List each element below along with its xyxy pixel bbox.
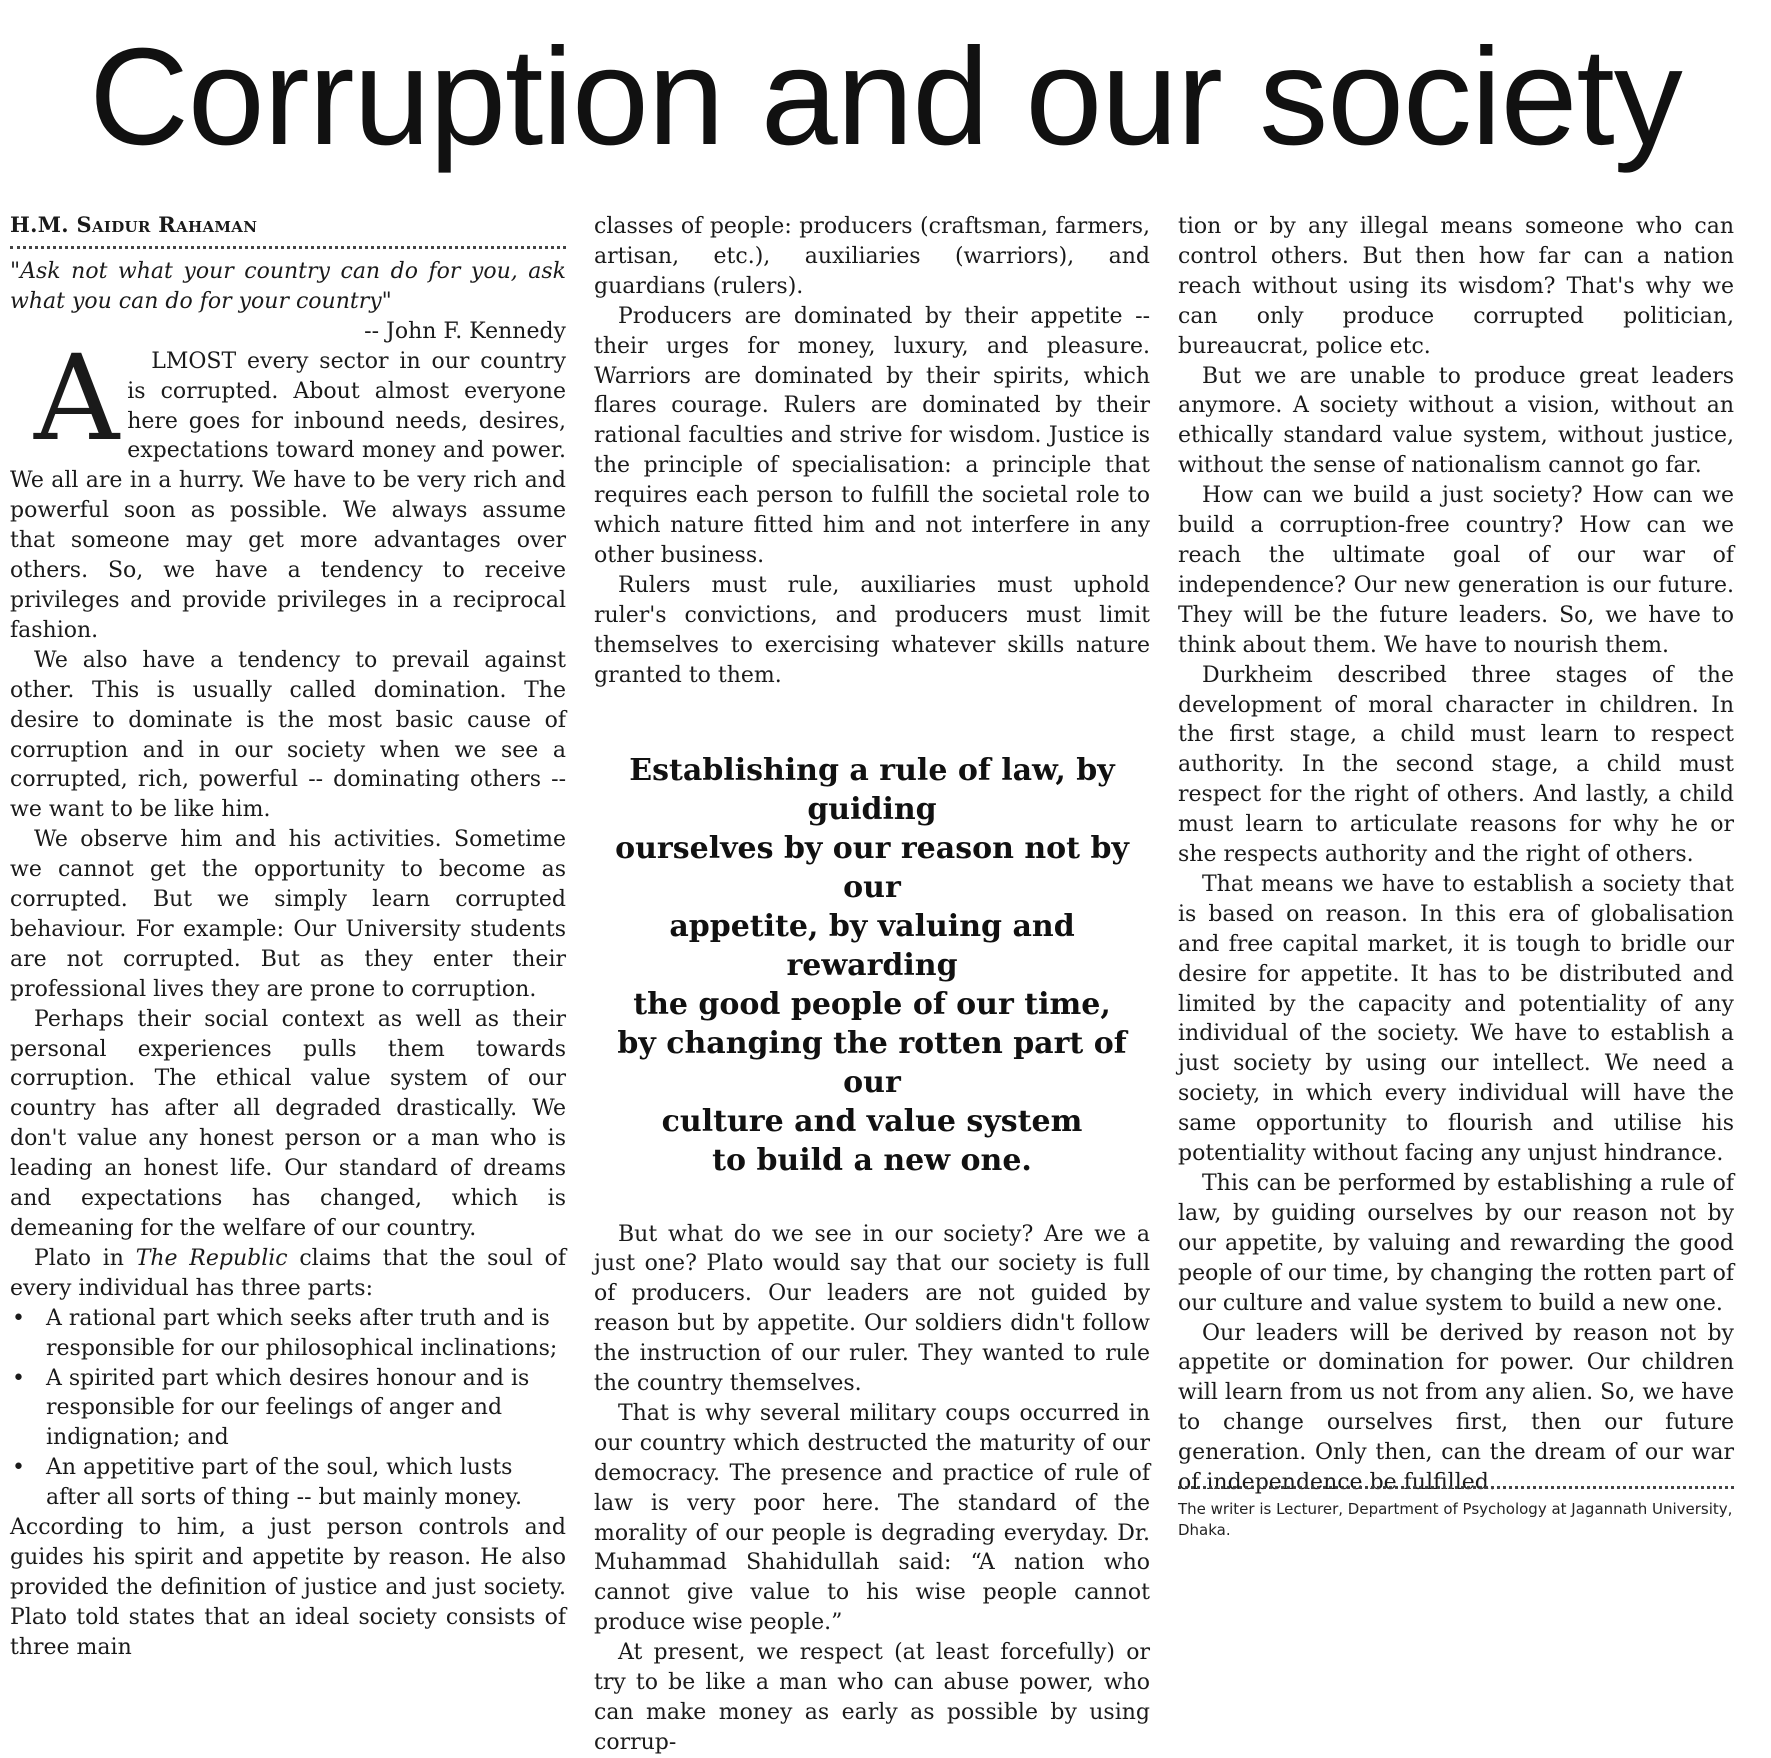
body-paragraph: According to him, a just person controls and guides his spirit and appetite by reason. He also provided the definition of justice and just society. Plato told states that an ideal society consists of three main (10, 1515, 566, 1660)
body-paragraph: At present, we respect (at least forcefully) or try to be like a man who can abuse power, who can make money as early as possible by using corrup- (594, 1640, 1150, 1755)
body-paragraph: Durkheim described three stages of the development of moral character in children. In the first stage, a child must learn to respect authority. In the second stage, a child must respect for the right of others. And lastly, a child must learn to articulate reasons for why he or she respects authority and the right of others. (1178, 662, 1734, 868)
epigraph-quote: "Ask not what your country can do for you, ask what you can do for your country" (10, 259, 566, 314)
body-paragraph: That means we have to establish a society that is based on reason. In this era of globalisation and free capital market, it is tough to bridle our desire for appetite. It has to be distributed and limited by the capacity and potentiality of any individual of the society. We have to establish a just society by using our intellect. We need a society, in which every individual will have the same opportunity to flourish and utilise his potentiality without facing any unjust hindrance. (1178, 871, 1734, 1167)
pull-quote-line: the good people of our time, (633, 986, 1111, 1022)
author-footnote: The writer is Lecturer, Department of Psychology at Jagannath University, Dhaka. (1178, 1486, 1734, 1541)
list-item: • A spirited part which desires honour and is responsible for our feelings of anger and indignation; and (46, 1364, 566, 1454)
body-paragraph: This can be performed by establishing a rule of law, by guiding ourselves by our reason not by our appetite, by valuing and rewarding the good people of our time, by changing the rotten part of our culture and value system to build a new one. (1178, 1171, 1734, 1316)
pull-quote-line: Establishing a rule of law, by guiding (629, 752, 1115, 827)
body-paragraph: We observe him and his activities. Sometime we cannot get the opportunity to become as corrupted. But we simply learn corrupted behaviour. For example: Our University students are not corrupted. But as they enter their professional lives they are prone to corruption. (10, 827, 566, 1002)
plato-suffix: claims that the soul of every individual has three parts: (10, 1245, 567, 1301)
soul-parts-list (10, 1304, 566, 1513)
body-paragraph: How can we build a just society? How can we build a corruption-free country? How can we reach the ultimate goal of our war of independence? Our new generation is our future. They will be the future leaders. So, we have to think about them. We have to nourish them. (1178, 483, 1734, 658)
body-paragraph: Rulers must rule, auxiliaries must uphold ruler's convictions, and producers must limit themselves to exercising whatever skills nature granted to them. (594, 572, 1150, 688)
column-3 (1178, 212, 1734, 1498)
pull-quote-line: by changing the rotten part of our (617, 1025, 1127, 1100)
pull-quote-line: appetite, by valuing and rewarding (669, 908, 1075, 983)
lead-text: LMOST every sector in our country is corrupted. About almost everyone here goes for inbound needs, desires, expectations toward money and power. We all are in a hurry. We have to be very rich and powerful soon as possible. We always assume that someone may get more advantages over others. So, we have a tendency to receive privileges and provide privileges in a reciprocal fashion. (10, 348, 566, 643)
body-paragraph: We also have a tendency to prevail against other. This is usually called domination. The desire to dominate is the most basic cause of corruption and in our society when we see a corrupted, rich, powerful -- dominating others -- we want to be like him. (10, 647, 566, 823)
list-item: • A rational part which seeks after truth and is responsible for our philosophical inclinations; (46, 1304, 566, 1364)
pull-quote (594, 751, 1150, 1180)
epigraph-author: -- John F. Kennedy (364, 318, 566, 344)
body-paragraph: Perhaps their social context as well as their personal experiences pulls them towards corruption. The ethical value system of our country has after all degraded drastically. We don't value any honest person or a man who is leading an honest life. Our standard of dreams and expectations has changed, which is demeaning for the welfare of our country. (10, 1006, 566, 1241)
plato-paragraph (10, 1244, 566, 1304)
body-paragraph: classes of people: producers (craftsman, farmers, artisan, etc.), auxiliaries (warriors), and guardians (rulers). (594, 214, 1150, 299)
dropcap-letter: A (34, 328, 120, 467)
body-paragraph: Our leaders will be derived by reason not by appetite or domination for power. Our children will learn from us not from any alien. So, we have to change ourselves first, then our future generation. Only then, can the dream of our war of independence be fulfilled. (1178, 1320, 1734, 1496)
list-item: • An appetitive part of the soul, which lusts after all sorts of thing -- but mainly money. (46, 1453, 566, 1513)
body-paragraph: But what do we see in our society? Are we a just one? Plato would say that our society is full of producers. Our leaders are not guided by reason but by appetite. Our soldiers didn't follow the instruction of our ruler. They wanted to rule the country themselves. (594, 1221, 1150, 1397)
plato-prefix: Plato in (34, 1245, 136, 1271)
pull-quote-line: culture and value system (661, 1103, 1083, 1139)
byline: H.M. Saidur Rahaman (10, 212, 566, 249)
pull-quote-line: to build a new one. (712, 1142, 1032, 1178)
body-paragraph: That is why several military coups occurred in our country which destructed the maturity of our democracy. The presence and practice of rule of law is very poor here. The standard of the morality of our people is degrading everyday. Dr. Muhammad Shahidullah said: “A nation who cannot give value to his wise people cannot produce wise people.” (594, 1400, 1150, 1636)
body-paragraph: But we are unable to produce great leaders anymore. A society without a vision, without an ethically standard value system, without justice, without the sense of nationalism cannot go far. (1178, 363, 1734, 479)
pull-quote-line: ourselves by our reason not by our (615, 830, 1129, 905)
column-1 (10, 212, 566, 1663)
headline: Corruption and our society (89, 20, 1682, 174)
column-2 (594, 212, 1150, 1758)
book-title: The Republic (135, 1245, 288, 1271)
body-paragraph: Producers are dominated by their appetite -- their urges for money, luxury, and pleasure. Warriors are dominated by their spirits, which flares courage. Rulers are dominated by their rational faculties and strive for wisdom. Justice is the principle of specialisation: a principle that requires each person to fulfill the societal role to which nature fitted him and not interfere in any other business. (594, 303, 1150, 568)
body-paragraph: tion or by any illegal means someone who can control others. But then how far can a nation reach without using its wisdom? That's why we can only produce corrupted politician, bureaucrat, police etc. (1178, 214, 1734, 359)
